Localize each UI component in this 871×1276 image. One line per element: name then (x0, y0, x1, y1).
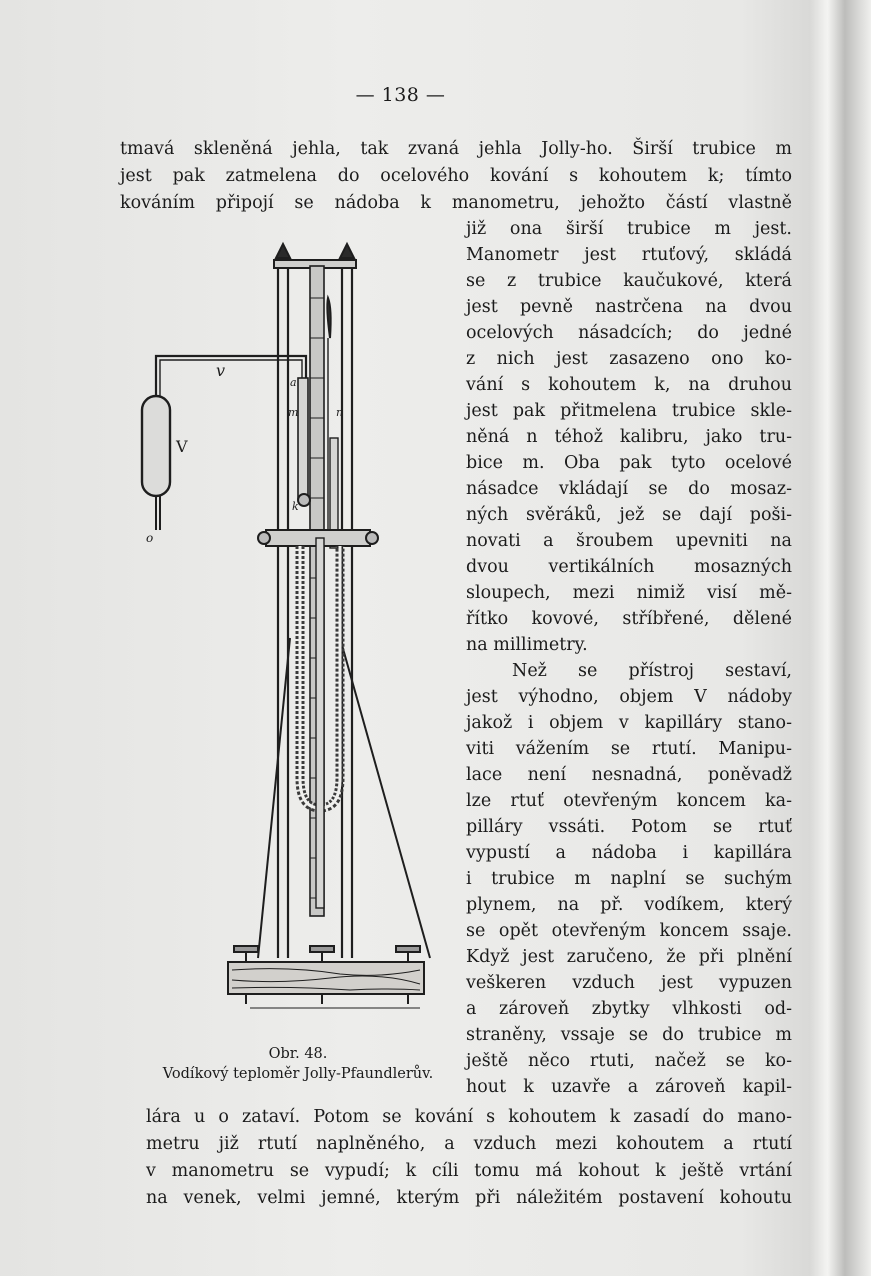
figure-caption: Vodíkový teploměr Jolly-Pfaundlerův. (162, 1066, 434, 1082)
text-line: Manometr jest rtuťový, skládá (466, 245, 792, 265)
text-line: na venek, velmi jemné, kterým při náležitém postavení kohoutu (146, 1188, 792, 1208)
text-line: jest pak přitmelena trubice skle- (466, 401, 792, 421)
figure-number: Obr. 48. (268, 1046, 328, 1062)
label-V: V (176, 437, 188, 456)
text-line: ocelových násadcích; do jedné (466, 323, 792, 343)
text-line: viti vážením se rtutí. Manipu- (466, 739, 792, 759)
text-line: straněny, vssaje se do trubice m (466, 1025, 792, 1045)
text-line: jest výhodno, objem V nádoby (466, 687, 792, 707)
text-line: kováním připojí se nádoba k manometru, jehožto částí vlastně (120, 193, 792, 213)
text-line: Než se přístroj sestaví, (512, 661, 792, 681)
text-line: novati a šroubem upevniti na (466, 531, 792, 551)
text-line: a zároveň zbytky vlhkosti od- (466, 999, 792, 1019)
text-line: na millimetry. (466, 635, 588, 655)
text-line: i trubice m naplní se suchým (466, 869, 792, 889)
text-line: veškeren vzduch jest vypuzen (466, 973, 792, 993)
label-o: o (146, 531, 154, 545)
text-line: pilláry vssáti. Potom se rtuť (466, 817, 792, 837)
label-v: v (216, 361, 226, 380)
text-line: ných svěráků, jež se dají poši- (466, 505, 792, 525)
text-line: hout k uzavře a zároveň kapil- (466, 1077, 792, 1097)
text-line: již ona širší trubice m jest. (466, 219, 792, 239)
text-line: metru již rtutí naplněného, a vzduch mezi kohoutem a rtutí (146, 1134, 792, 1154)
text-line: něná n téhož kalibru, jako tru- (466, 427, 792, 447)
text-line: tmavá skleněná jehla, tak zvaná jehla Jolly-ho. Širší trubice m (120, 139, 792, 159)
text-line: násadce vkládají se do mosaz- (466, 479, 792, 499)
apparatus-illustration (140, 238, 450, 1018)
text-line: jest pevně nastrčena na dvou (466, 297, 792, 317)
text-line: se z trubice kaučukové, která (466, 271, 792, 291)
label-n: n (336, 406, 344, 419)
text-line: lace není nesnadná, poněvadž (466, 765, 792, 785)
label-k: k (292, 500, 299, 513)
label-m: m (288, 406, 299, 419)
text-line: se opět otevřeným koncem ssaje. (466, 921, 792, 941)
text-line: v manometru se vypudí; k cíli tomu má kohout k ještě vrtání (146, 1161, 792, 1181)
text-line: jakož i objem v kapilláry stano- (466, 713, 792, 733)
page-number: — 138 — (355, 84, 446, 106)
text-line: lze rtuť otevřeným koncem ka- (466, 791, 792, 811)
text-line: z nich jest zasazeno ono ko- (466, 349, 792, 369)
text-line: vání s kohoutem k, na druhou (466, 375, 792, 395)
text-line: plynem, na př. vodíkem, který (466, 895, 792, 915)
text-line: Když jest zaručeno, že při plnění (466, 947, 792, 967)
text-line: ještě něco rtuti, načež se ko- (466, 1051, 792, 1071)
text-line: lára u o zataví. Potom se kování s kohoutem k zasadí do mano- (146, 1107, 792, 1127)
text-line: jest pak zatmelena do ocelového kování s kohoutem k; tímto (120, 166, 792, 186)
text-line: řítko kovové, stříbřené, dělené (466, 609, 792, 629)
text-line: sloupech, mezi nimiž visí mě- (466, 583, 792, 603)
text-line: dvou vertikálních mosazných (466, 557, 792, 577)
text-line: vypustí a nádoba i kapillára (466, 843, 792, 863)
label-a: a (290, 376, 297, 389)
text-line: bice m. Oba pak tyto ocelové (466, 453, 792, 473)
